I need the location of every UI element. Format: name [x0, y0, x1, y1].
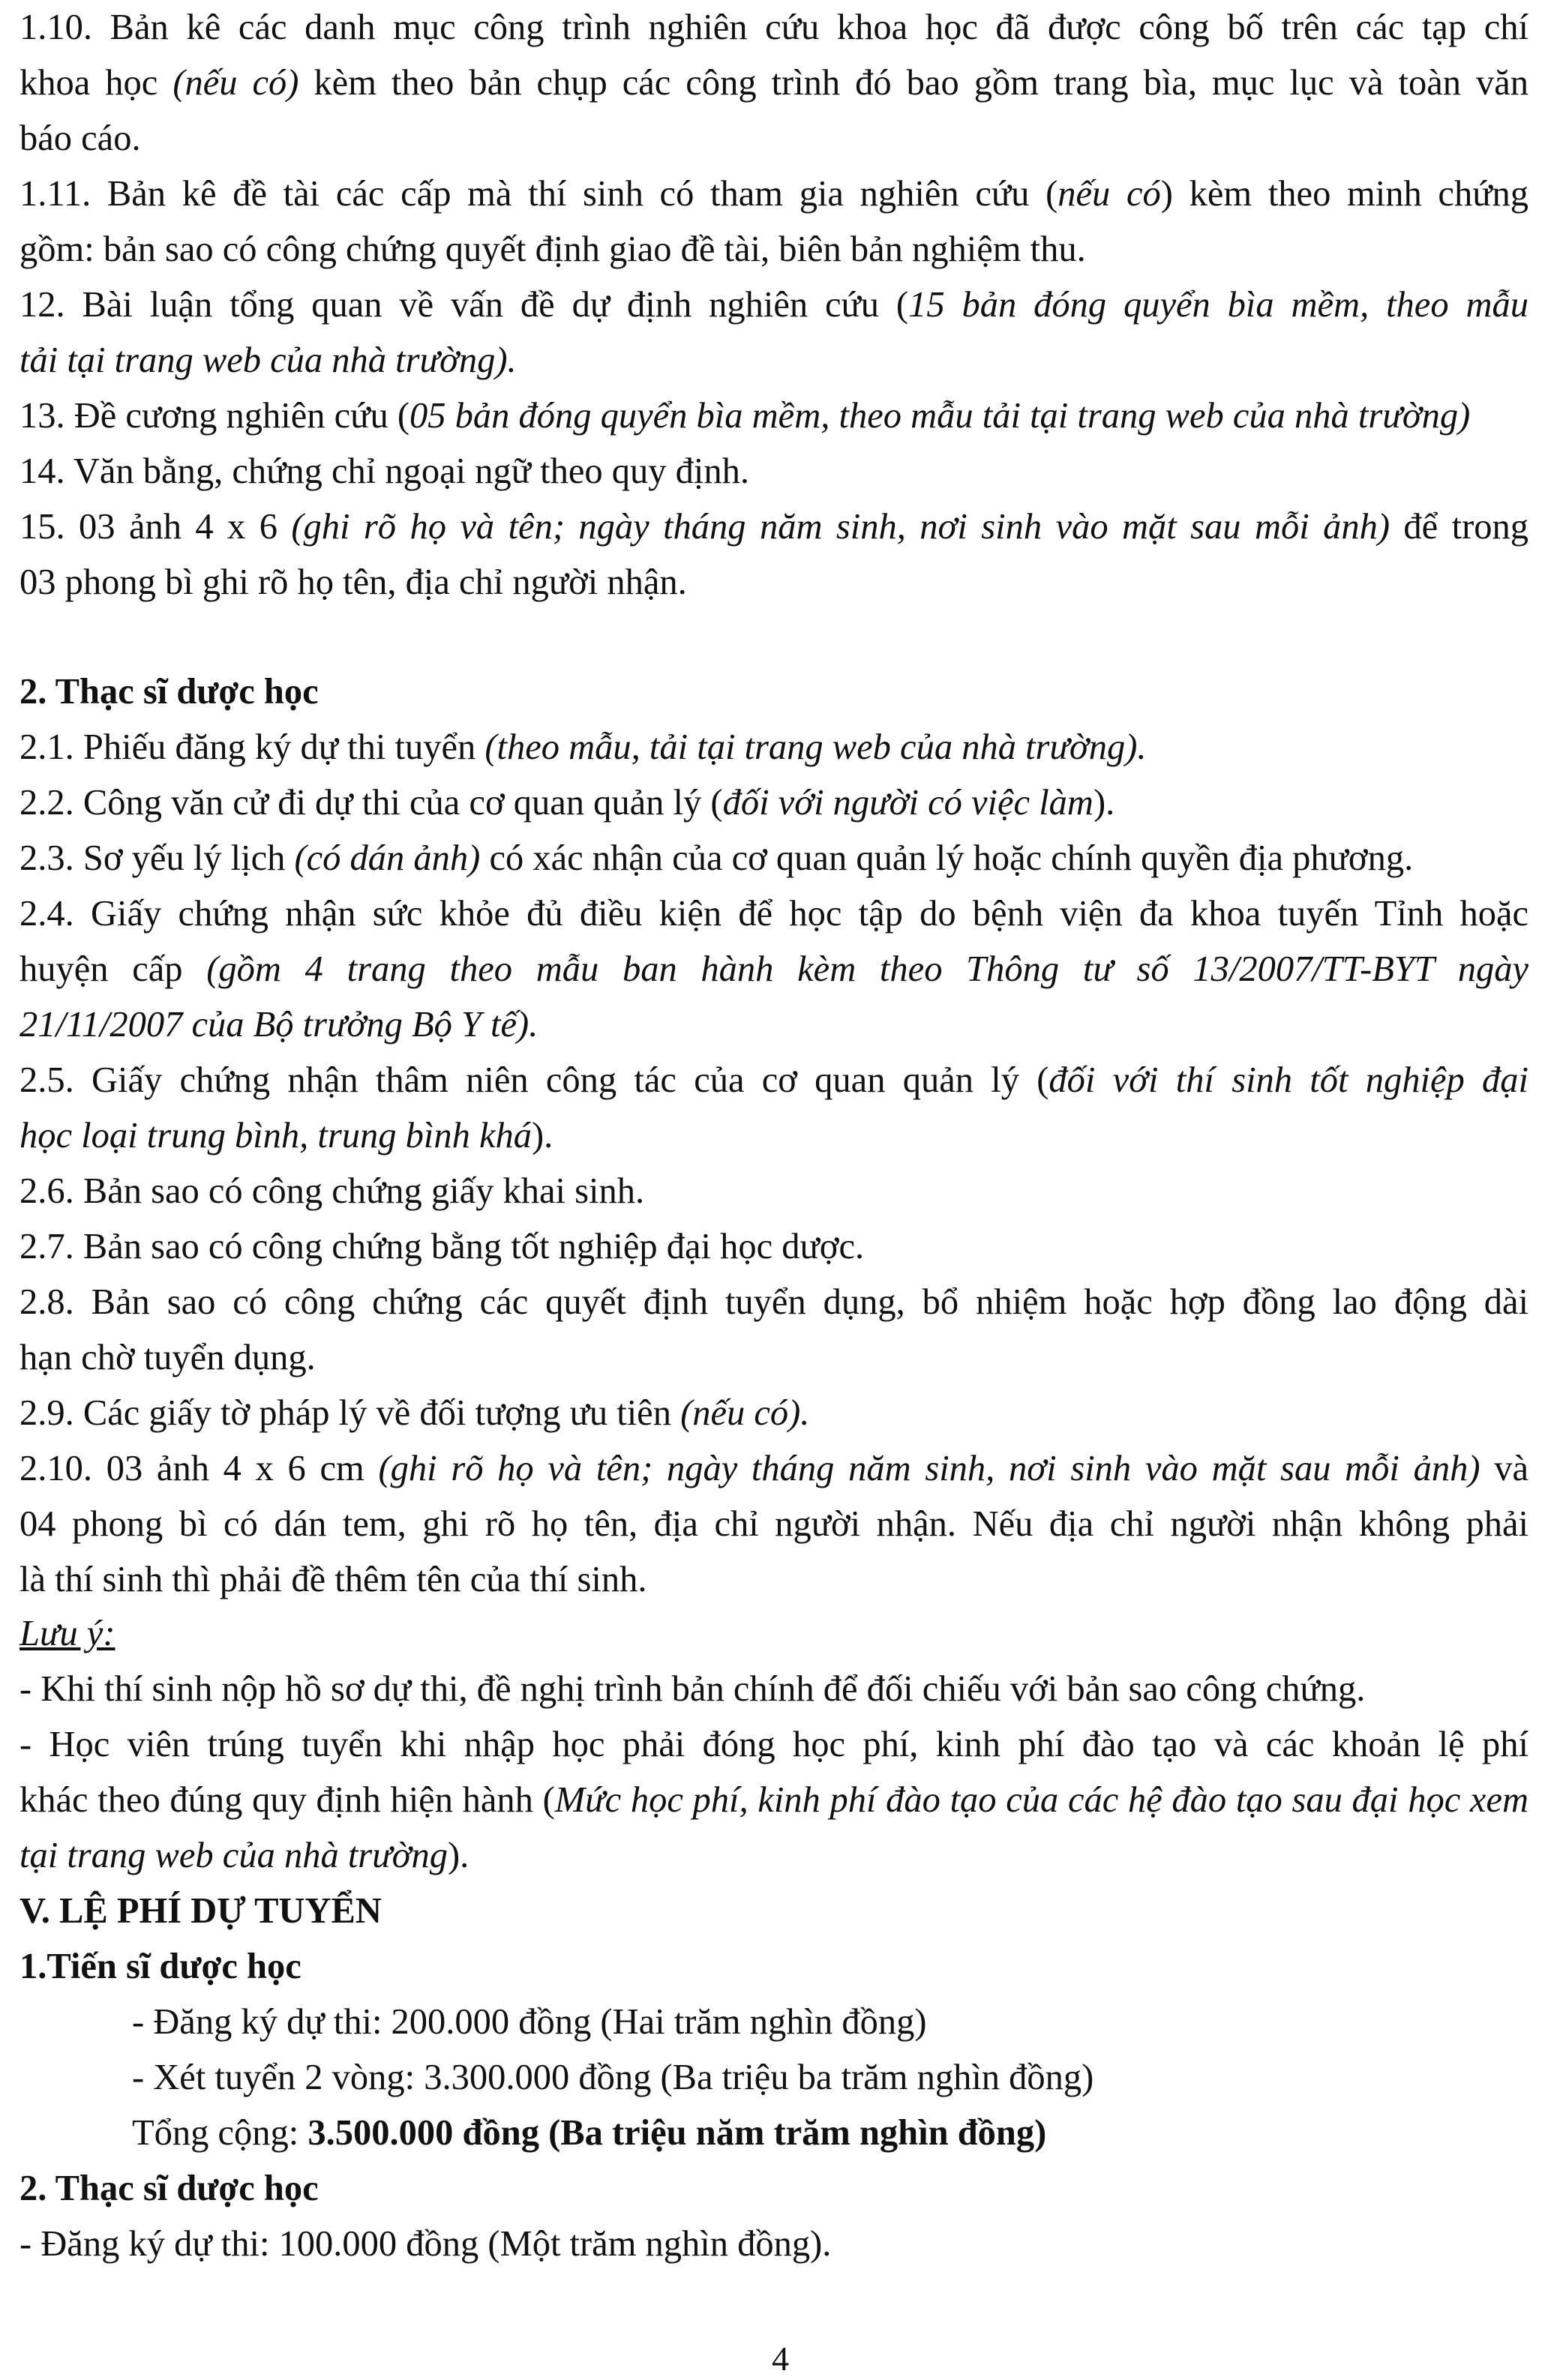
text-run: ) kèm theo minh chứng — [1160, 174, 1528, 214]
text-line — [20, 111, 1528, 166]
text-run: Lưu ý: — [20, 1614, 116, 1653]
text-run: 2.8. Bản sao có công chứng các quyết định tuyển dụng, bổ nhiệm hoặc hợp đồng lao động dài — [20, 1282, 1528, 1322]
document-page — [20, 0, 1528, 2380]
text-line — [20, 444, 1528, 499]
text-run: và — [1480, 1449, 1528, 1488]
text-run: hạn chờ tuyển dụng. — [20, 1338, 316, 1377]
text-run: kèm theo bản chụp các công trình đó bao gồm trang bìa, mục lục và toàn văn — [298, 63, 1528, 103]
text-line — [20, 1441, 1528, 1497]
text-run: V. LỆ PHÍ DỰ TUYỂN — [20, 1891, 382, 1931]
text-line — [20, 1773, 1528, 1828]
text-line — [20, 1108, 1528, 1164]
text-line — [20, 886, 1528, 942]
text-line — [20, 997, 1528, 1053]
text-run: - Xét tuyển 2 vòng: 3.300.000 đồng (Ba triệu ba trăm nghìn đồng) — [132, 2058, 1094, 2097]
text-run: - Học viên trúng tuyển khi nhập học phải đóng học phí, kinh phí đào tạo và các khoản lệ phí — [20, 1725, 1528, 1764]
text-line — [20, 388, 1528, 444]
text-run: - Đăng ký dự thi: 100.000 đồng (Một trăm nghìn đồng). — [20, 2224, 832, 2264]
text-run: 21/11/2007 của Bộ trưởng Bộ Y tế). — [20, 1005, 538, 1045]
text-run: (gồm 4 trang theo mẫu ban hành kèm theo Thông tư số 13/2007/TT-BYT ngày — [206, 949, 1528, 989]
text-line — [20, 277, 1528, 333]
text-run: (có dán ảnh) — [294, 838, 481, 878]
text-run: 2.7. Bản sao có công chứng bằng tốt nghiệp đại học dược. — [20, 1227, 865, 1266]
text-line — [20, 1053, 1528, 1108]
text-line — [20, 1662, 1528, 1717]
text-line — [20, 555, 1528, 610]
text-line — [20, 1275, 1528, 1330]
text-line — [20, 222, 1528, 277]
text-line — [132, 2050, 1528, 2106]
note-label — [20, 1606, 1528, 1662]
text-line — [132, 2106, 1528, 2161]
text-run: 1.11. Bản kê đề tài các cấp mà thí sinh có tham gia nghiên cứu ( — [20, 174, 1058, 214]
text-run: ). — [1093, 783, 1115, 823]
text-run: 03 phong bì ghi rõ họ tên, địa chỉ người nhận. — [20, 562, 687, 602]
text-run: (ghi rõ họ và tên; ngày tháng năm sinh, nơi sinh vào mặt sau mỗi ảnh) — [378, 1449, 1480, 1488]
text-line — [20, 2217, 1528, 2272]
text-run: 04 phong bì có dán tem, ghi rõ họ tên, địa chỉ người nhận. Nếu địa chỉ người nhận không phải — [20, 1504, 1528, 1544]
text-run: (ghi rõ họ và tên; ngày tháng năm sinh, nơi sinh vào mặt sau mỗi ảnh) — [291, 507, 1390, 547]
text-run: (theo mẫu, tải tại trang web của nhà trường). — [484, 727, 1147, 767]
text-line — [20, 775, 1528, 831]
text-line — [20, 499, 1528, 555]
text-run: 2.3. Sơ yếu lý lịch — [20, 838, 295, 878]
text-run: 2. Thạc sĩ dược học — [20, 2169, 319, 2208]
text-run: 15. 03 ảnh 4 x 6 — [20, 507, 292, 547]
text-line — [20, 720, 1528, 775]
text-run: - Khi thí sinh nộp hồ sơ dự thi, đề nghị trình bản chính để đối chiếu với bản sao công chứng. — [20, 1669, 1366, 1709]
text-run: huyện cấp — [20, 949, 207, 989]
section-heading — [20, 664, 1528, 720]
text-run: - Đăng ký dự thi: 200.000 đồng (Hai trăm nghìn đồng) — [132, 2002, 927, 2042]
text-line — [20, 1828, 1528, 1884]
text-line — [20, 1717, 1528, 1773]
text-line — [20, 1386, 1528, 1441]
text-run: để trong — [1390, 507, 1528, 547]
text-line — [20, 1330, 1528, 1386]
text-run: tại trang web của nhà trường — [20, 1836, 448, 1875]
text-line — [20, 0, 1528, 55]
text-run: khác theo đúng quy định hiện hành ( — [20, 1780, 555, 1820]
text-line — [20, 1219, 1528, 1275]
text-run: 15 bản đóng quyển bìa mềm, theo mẫu — [908, 285, 1528, 325]
text-run: 2.10. 03 ảnh 4 x 6 cm — [20, 1449, 379, 1488]
text-run: nếu có — [1058, 174, 1161, 214]
text-line — [20, 1164, 1528, 1219]
text-run: học loại trung bình, trung bình khá — [20, 1116, 532, 1156]
text-line — [20, 166, 1528, 222]
text-run: 12. Bài luận tổng quan về vấn đề dự định nghiên cứu ( — [20, 285, 909, 325]
text-line — [20, 333, 1528, 388]
text-run: ). — [532, 1116, 554, 1156]
text-run: tải tại trang web của nhà trường). — [20, 340, 517, 380]
text-line — [20, 1552, 1528, 1608]
text-run: 2.4. Giấy chứng nhận sức khỏe đủ điều kiện để học tập do bệnh viện đa khoa tuyến Tỉnh hoặc — [20, 894, 1528, 934]
section-heading — [20, 2161, 1528, 2217]
text-run: có xác nhận của cơ quan quản lý hoặc chính quyền địa phương. — [480, 838, 1414, 878]
text-run: 1.Tiến sĩ dược học — [20, 1947, 302, 1986]
text-run: ). — [448, 1836, 470, 1875]
text-run: 1.10. Bản kê các danh mục công trình nghiên cứu khoa học đã được công bố trên các tạp chí — [20, 7, 1528, 47]
text-line — [132, 1995, 1528, 2050]
text-run: 2.6. Bản sao có công chứng giấy khai sinh. — [20, 1171, 645, 1211]
text-run: 3.500.000 đồng (Ba triệu năm trăm nghìn đồng) — [308, 2113, 1047, 2153]
text-line — [20, 1497, 1528, 1552]
section-heading — [20, 1939, 1528, 1995]
text-run: 2.2. Công văn cử đi dự thi của cơ quan quản lý ( — [20, 783, 723, 823]
text-run: (nếu có). — [680, 1393, 810, 1433]
text-run: 2.5. Giấy chứng nhận thâm niên công tác của cơ quan quản lý ( — [20, 1060, 1049, 1100]
text-run: (nếu có) — [172, 63, 299, 103]
text-run: đối với người có việc làm — [722, 783, 1094, 823]
text-line — [20, 55, 1528, 111]
text-run: báo cáo. — [20, 118, 141, 158]
text-line — [20, 831, 1528, 886]
text-run: 05 bản đóng quyển bìa mềm, theo mẫu tải tại trang web của nhà trường) — [409, 396, 1471, 436]
text-run: 14. Văn bằng, chứng chỉ ngoại ngữ theo quy định. — [20, 451, 750, 491]
text-run: là thí sinh thì phải đề thêm tên của thí sinh. — [20, 1560, 647, 1599]
text-run: khoa học — [20, 63, 173, 103]
page-number: 4 — [772, 2340, 789, 2378]
text-run: Mức học phí, kinh phí đào tạo của các hệ đào tạo sau đại học xem — [554, 1780, 1528, 1820]
text-line — [20, 942, 1528, 997]
text-run: 2.1. Phiếu đăng ký dự thi tuyển — [20, 727, 485, 767]
text-run: 2.9. Các giấy tờ pháp lý về đối tượng ưu tiên — [20, 1393, 681, 1433]
section-heading — [20, 1884, 1528, 1939]
text-run: 13. Đề cương nghiên cứu ( — [20, 396, 410, 436]
text-run: 2. Thạc sĩ dược học — [20, 672, 319, 712]
text-run: Tổng cộng: — [132, 2113, 308, 2153]
text-run: đối với thí sinh tốt nghiệp đại — [1048, 1060, 1528, 1100]
text-run: gồm: bản sao có công chứng quyết định giao đề tài, biên bản nghiệm thu. — [20, 229, 1086, 269]
